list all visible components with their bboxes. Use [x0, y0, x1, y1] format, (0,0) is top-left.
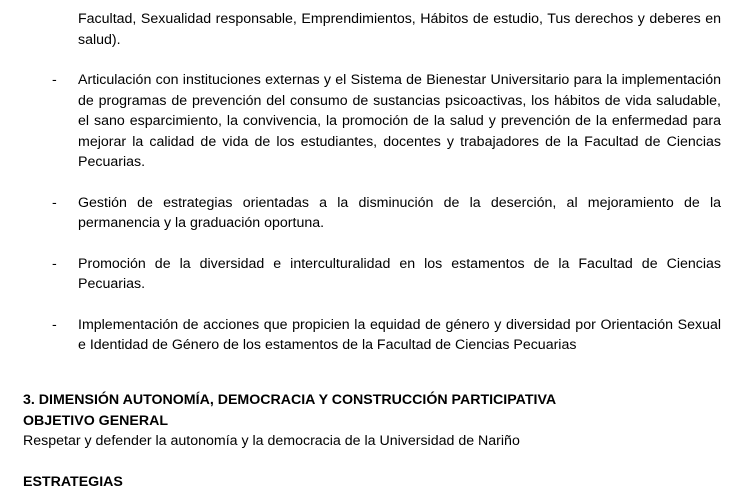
objective-text: Respetar y defender la autonomía y la democracia de la Universidad de Nariño	[23, 433, 520, 449]
bullet-item	[0, 70, 741, 173]
continuation-paragraph: Facultad, Sexualidad responsable, Emprendimientos, Hábitos de estudio, Tus derechos y deberes en salud).	[78, 11, 721, 48]
blank-line	[23, 452, 723, 473]
bullet-text: Gestión de estrategias orientadas a la disminución de la deserción, al mejoramiento de la permanencia y la graduación oportuna.	[78, 194, 721, 231]
bullet-item	[0, 193, 741, 234]
objective-heading: OBJETIVO GENERAL	[23, 412, 169, 429]
bullet-marker: -	[52, 72, 57, 88]
bullet-marker: -	[52, 316, 57, 333]
bullet-text: Articulación con instituciones externas y el Sistema de Bienestar Universitario para la implementación de programas de prevención del consumo de sustancias psicoactivas, los hábitos de vida saludable, el sano esparcimiento, la convivencia, la promoción de la salud y prevención de la enfermedad para mejorar la calidad de vida de los estudiantes, docentes y trabajadores de la Facultad de Ciencias Pecuarias.	[78, 72, 721, 170]
bullet-item	[0, 315, 741, 356]
strategies-heading: ESTRATEGIAS	[23, 474, 123, 490]
section-title: 3. DIMENSIÓN AUTONOMÍA, DEMOCRACIA Y CONSTRUCCIÓN PARTICIPATIVA	[23, 392, 557, 408]
bullet-text: Promoción de la diversidad e interculturalidad en los estamentos de la Facultad de Ciencias Pecuarias.	[78, 255, 721, 292]
bullet-item	[0, 254, 741, 295]
section-dimension-3	[23, 390, 723, 493]
bullet-list	[0, 70, 741, 376]
bullet-marker: -	[52, 194, 57, 211]
bullet-marker: -	[52, 255, 57, 272]
bullet-text: Implementación de acciones que propicien la equidad de género y diversidad por Orientación Sexual e Identidad de Género de los estamentos de la Facultad de Ciencias Pecuarias	[78, 316, 721, 353]
